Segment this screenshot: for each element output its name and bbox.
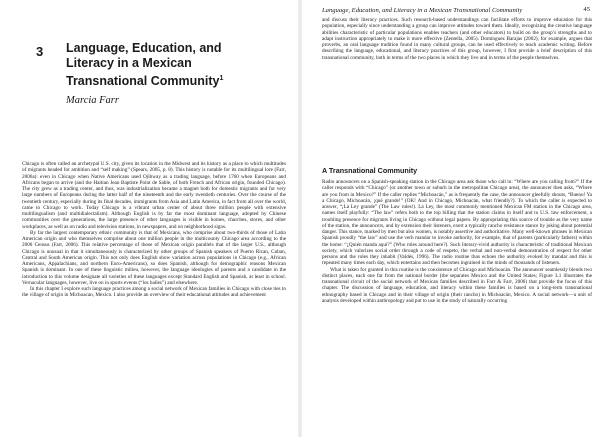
section-heading: A Transnational Community xyxy=(322,166,418,175)
paragraph: What is taken for granted in this routine is the coexistence of Chicago and Michoacán. The announcer seamlessly blends two distinct places, each one far from the national border (the separates Mexico and the United States; Figure 3.1 illustrates the transnational circuit of the social network of Mexican families described in Farr & Farr, 2006) that provide the focus of this chapter. The discussion of language, education, and literacy within these families is based on a long-term transnational ethnography based in Chicago and in their village of origin (their rancho) in Michoacán, Mexico. A social network—a unit of analysis developed within anthropology and put to use in the study of naturally occurring xyxy=(322,266,592,304)
chapter-title-line xyxy=(66,71,276,89)
page-number: 45 xyxy=(583,6,590,13)
paragraph: By far the largest contemporary ethnic community is that of Mexicans, who comprise about two-thirds of those of Latin American origin and who themselves comprise about one million people in the multicounty Chicago area according to the 2000 Census (Farr, 2006). This relative percentage of those of Mexican origin parallels that of the larger U.S., although Chicago is unusual in that it simultaneously is characterized by other groups of Spanish speakers of Puerto Rican, Cuban, Central and South American origin. This not only does English show variation across populations in Chicago (e.g., African Americans, Appalachians, and northern Euro-Americans), so does Spanish, although for demographic reasons Mexican Spanish is dominant. In one of these linguistic milieu, however, the language ideologies of parents and a candidate in the introduction to this volume designate all varieties of these languages except Standard English and Spanish, at least in school. Vernacular languages, however, live on in sports events (“los bailes”) and elsewhere. xyxy=(22,229,286,286)
chapter-title-line: Literacy in a Mexican xyxy=(66,56,192,70)
chapter-title-line: Language, Education, and xyxy=(66,41,222,55)
chapter-title-line-text: Transnational Community xyxy=(66,74,220,89)
left-body-text xyxy=(22,161,286,299)
right-body-bottom xyxy=(322,179,592,304)
chapter-number: 3 xyxy=(36,44,44,59)
right-page xyxy=(300,0,600,437)
chapter-title xyxy=(66,41,276,89)
paragraph: In this chapter I explore such language practices among a social network of Mexican families in Chicago with close ties to the village of origin in Michoacan, Mexico. I also provide an overview of their educational attitudes and achievement xyxy=(22,286,286,299)
chapter-author: Marcia Farr xyxy=(66,95,119,106)
running-head: Language, Education, and Literacy in a Mexican Transnational Community xyxy=(322,7,523,14)
right-body-top xyxy=(322,17,592,61)
paragraph: and discuss their literacy practices. Such research-based understandings can facilitate efforts to improve education for this population, especially since understanding a group can improve attitudes toward them. Ideally, recognizing the creative language abilities characteristic of particular populations enables teachers (and other educators) to build on the group’s strengths and to adapt instruction appropriately to make it more effective (Zentella, 2005). Domínguez Barajas (2002), for example, argues that proverbs, an oral language tradition found in many cultural groups, can be used effectively to teach academic writing. Before describing the language, educational, and literacy practices of this group, however, I first provide a brief description of this transnational community, both in terms of the two places in which they live and in terms of the people themselves. xyxy=(322,17,592,61)
paragraph: Radio announcers on a Spanish-speaking station in the Chicago area ask those who call in: “Where are you calling from?” If the caller responds with “Chicago” (or another town or suburb in the metropolitan Chicago area), the announcer then asks, “Where are you from in Mexico?” If the caller replies “Michoacán,” as is frequently the case, the announcer gleefully shouts, “Bueno! Ya a Chicago, Michoacán, ¡qué grande!” (OK! And in Chicago, Michoacán, what friendly?). To which the caller is expected to answer, “¡La Ley grande” (The Law rules!). La Ley, the most commonly mentioned Mexican FM station in the Chicago area, names itself playfully: “The law” refers both to the top billing that the station claims in itself and to U.S. law enforcement, a troubling presence for migrants living in Chicago without legal papers. By appropriating this source of trouble as the very name of the station, the announcers, and by extension their listeners, exert a typically rancho resistance stance by joking about potential danger. This stance, marked by men but also women, is notably assertive and authoritative. Many well-known phrases in Mexican Spanish proudly “the law” and use the verb mandar to invoke authority, for example, that of parents (particularly fathers) within the home: “¿Quién manda aquí?” (Who rules around here?). Such literary-vivid authority is characteristic of traditional Mexican society, which valorizes social order through a code of respeto, the verbal and non-verbal demonstration of respect for other persons and the roles they inhabit (Valdés, 1996). The radio routine thus echoes the authority evoked by mandar and this is repeated many times each day, which entertains and then becomes ingrained in the minds of thousands of listeners. xyxy=(322,179,592,267)
paragraph: Chicago is often called an archetypal U.S. city, given its location in the Midwest and its history as a place to which multitudes of migrants headed for ambition and “self making” (Spears, 2005, p. 8). This history is notable for its multilingual lore (Farr, 2006a): even in Chicago when Native Americans used Ojibway as a trading language, before 1760 when Europeans and Africans began to arrive (and the Haitian Jean Baptiste Point de Sable, of both French and African origin, founded Chicago). The city grew as a trading center, and thus, was industrialization became a magnet both for domestic migrants and for very large numbers of Europeans during the latter half of the nineteenth and the early twentieth centuries. Over the course of the twentieth century, especially during its final decades, immigrants from Asia and Latin America, in fact from all over the world, came to Chicago to work. Today Chicago is a vibrant urban center of about three million people with extensive multilingualism (and multidialectalism). Although English is by far the most dominant language, adopted by Chinese communities over the generations, the large presence of other languages is visible in homes, churches, stores, and other workplaces, as well as on radio and television stations, in newspapers, and on neighborhood signs. xyxy=(22,161,286,230)
footnote-marker: 1 xyxy=(219,75,224,82)
